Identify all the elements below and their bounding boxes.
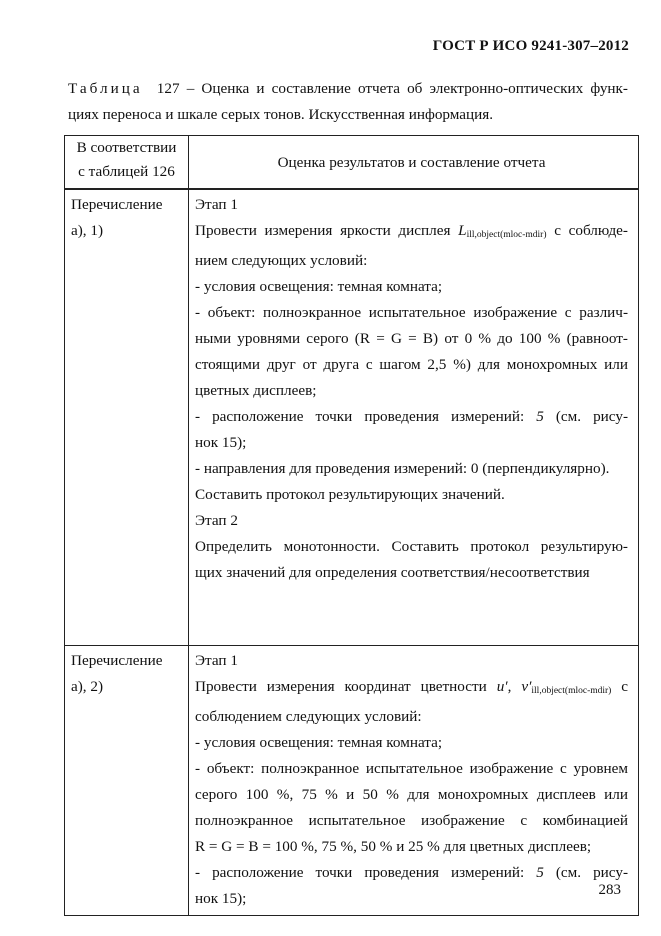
row2-line-8-post: (см. рису- [543, 864, 628, 881]
row1-line-8-pre: - расположение точки проведения измерений: [195, 408, 537, 425]
row2-line-1 [195, 674, 628, 704]
table-row [65, 190, 638, 646]
row2-line-7: R = G = B = 100 %, 75 %, 50 % и 25 % для цветных дисплеев; [195, 838, 592, 855]
table-caption [68, 76, 628, 128]
row2-line-9: нок 15); [195, 890, 247, 907]
row1-line-2: нием следующих условий: [195, 252, 368, 269]
caption-line-1 [68, 76, 628, 102]
row2-line-8-num: 5 [536, 864, 544, 881]
row1-line-4: - объект: полноэкранное испытательное изображение с различ- [195, 304, 628, 321]
page-number: 283 [598, 882, 621, 898]
header-left-line-1: В соответствии [76, 139, 177, 156]
row2-left-line-2: а), 2) [71, 678, 104, 695]
header-right-cell [189, 136, 638, 188]
caption-line-1-rest: 127 – Оценка и составление отчета об электронно-оптических функ- [156, 80, 628, 97]
header-left-line-2: с таблицей 126 [78, 163, 175, 180]
document-standard-header: ГОСТ Р ИСО 9241-307–2012 [432, 38, 629, 54]
table-header-row [65, 136, 638, 190]
row1-stage2: Этап 2 [195, 512, 238, 529]
caption-line-2: циях переноса и шкале серых тонов. Искусственная информация. [68, 106, 494, 123]
header-right-text: Оценка результатов и составление отчета [277, 154, 546, 171]
row1-line-8 [195, 404, 628, 430]
row2-u-var: u′ [496, 678, 508, 695]
row1-line-9: нок 15); [195, 434, 247, 451]
row2-line-5: серого 100 %, 75 % и 50 % для монохромных дисплеев или [195, 786, 628, 803]
row2-line-2: соблюдением следующих условий: [195, 708, 422, 725]
row2-line-6: полноэкранное испытательное изображение с комбинацией [195, 812, 628, 829]
row1-line-7: цветных дисплеев; [195, 382, 317, 399]
row1-left-line-1: Перечисление [71, 196, 163, 213]
row1-luminance-sub: ill,object(mloc-mdir) [466, 230, 547, 240]
row2-line-1-post: с [611, 678, 628, 695]
row2-line-1-pre: Провести измерения координат цветности [195, 678, 497, 695]
row2-right-cell [189, 646, 638, 915]
row2-line-8 [195, 860, 628, 886]
row1-line-8-num: 5 [536, 408, 544, 425]
row1-line-5: ными уровнями серого (R = G = B) от 0 % до 100 % (равноот- [195, 330, 628, 347]
row1-left-cell [65, 190, 189, 645]
row2-left-line-1: Перечисление [71, 652, 163, 669]
row1-luminance-var: L [458, 222, 467, 239]
row1-line-3: - условия освещения: темная комната; [195, 278, 443, 295]
row2-left-cell [65, 646, 189, 915]
row1-line-1-pre: Провести измерения яркости дисплея [195, 222, 459, 239]
row1-line-6: стоящими друг от друга с шагом 2,5 %) для монохромных или [195, 356, 628, 373]
table-row [65, 646, 638, 916]
row1-line-10: - направления для проведения измерений: 0 (перпендикулярно). [195, 460, 610, 477]
row2-line-3: - условия освещения: темная комната; [195, 734, 443, 751]
row1-line-1-post: с соблюде- [546, 222, 628, 239]
row1-left-line-2: а), 1) [71, 222, 104, 239]
row1-line-13: щих значений для определения соответствия/несоответствия [195, 564, 590, 581]
row2-line-8-pre: - расположение точки проведения измерений: [195, 864, 537, 881]
row2-v-sub: ill,object(mloc-mdir) [531, 686, 612, 696]
row1-line-8-post: (см. рису- [543, 408, 628, 425]
row2-v-var: v′ [521, 678, 532, 695]
row1-stage1: Этап 1 [195, 196, 238, 213]
evaluation-table [64, 135, 639, 916]
row1-line-1 [195, 218, 628, 248]
row2-comma: , [507, 678, 522, 695]
row1-line-11: Составить протокол результирующих значений. [195, 486, 505, 503]
row1-right-cell [189, 190, 638, 645]
row2-stage1: Этап 1 [195, 652, 238, 669]
header-left-cell [65, 136, 189, 188]
row2-line-4: - объект: полноэкранное испытательное изображение с уровнем [195, 760, 628, 777]
row1-line-12: Определить монотонности. Составить протокол результирую- [195, 538, 628, 555]
caption-word: Таблица [68, 80, 143, 97]
